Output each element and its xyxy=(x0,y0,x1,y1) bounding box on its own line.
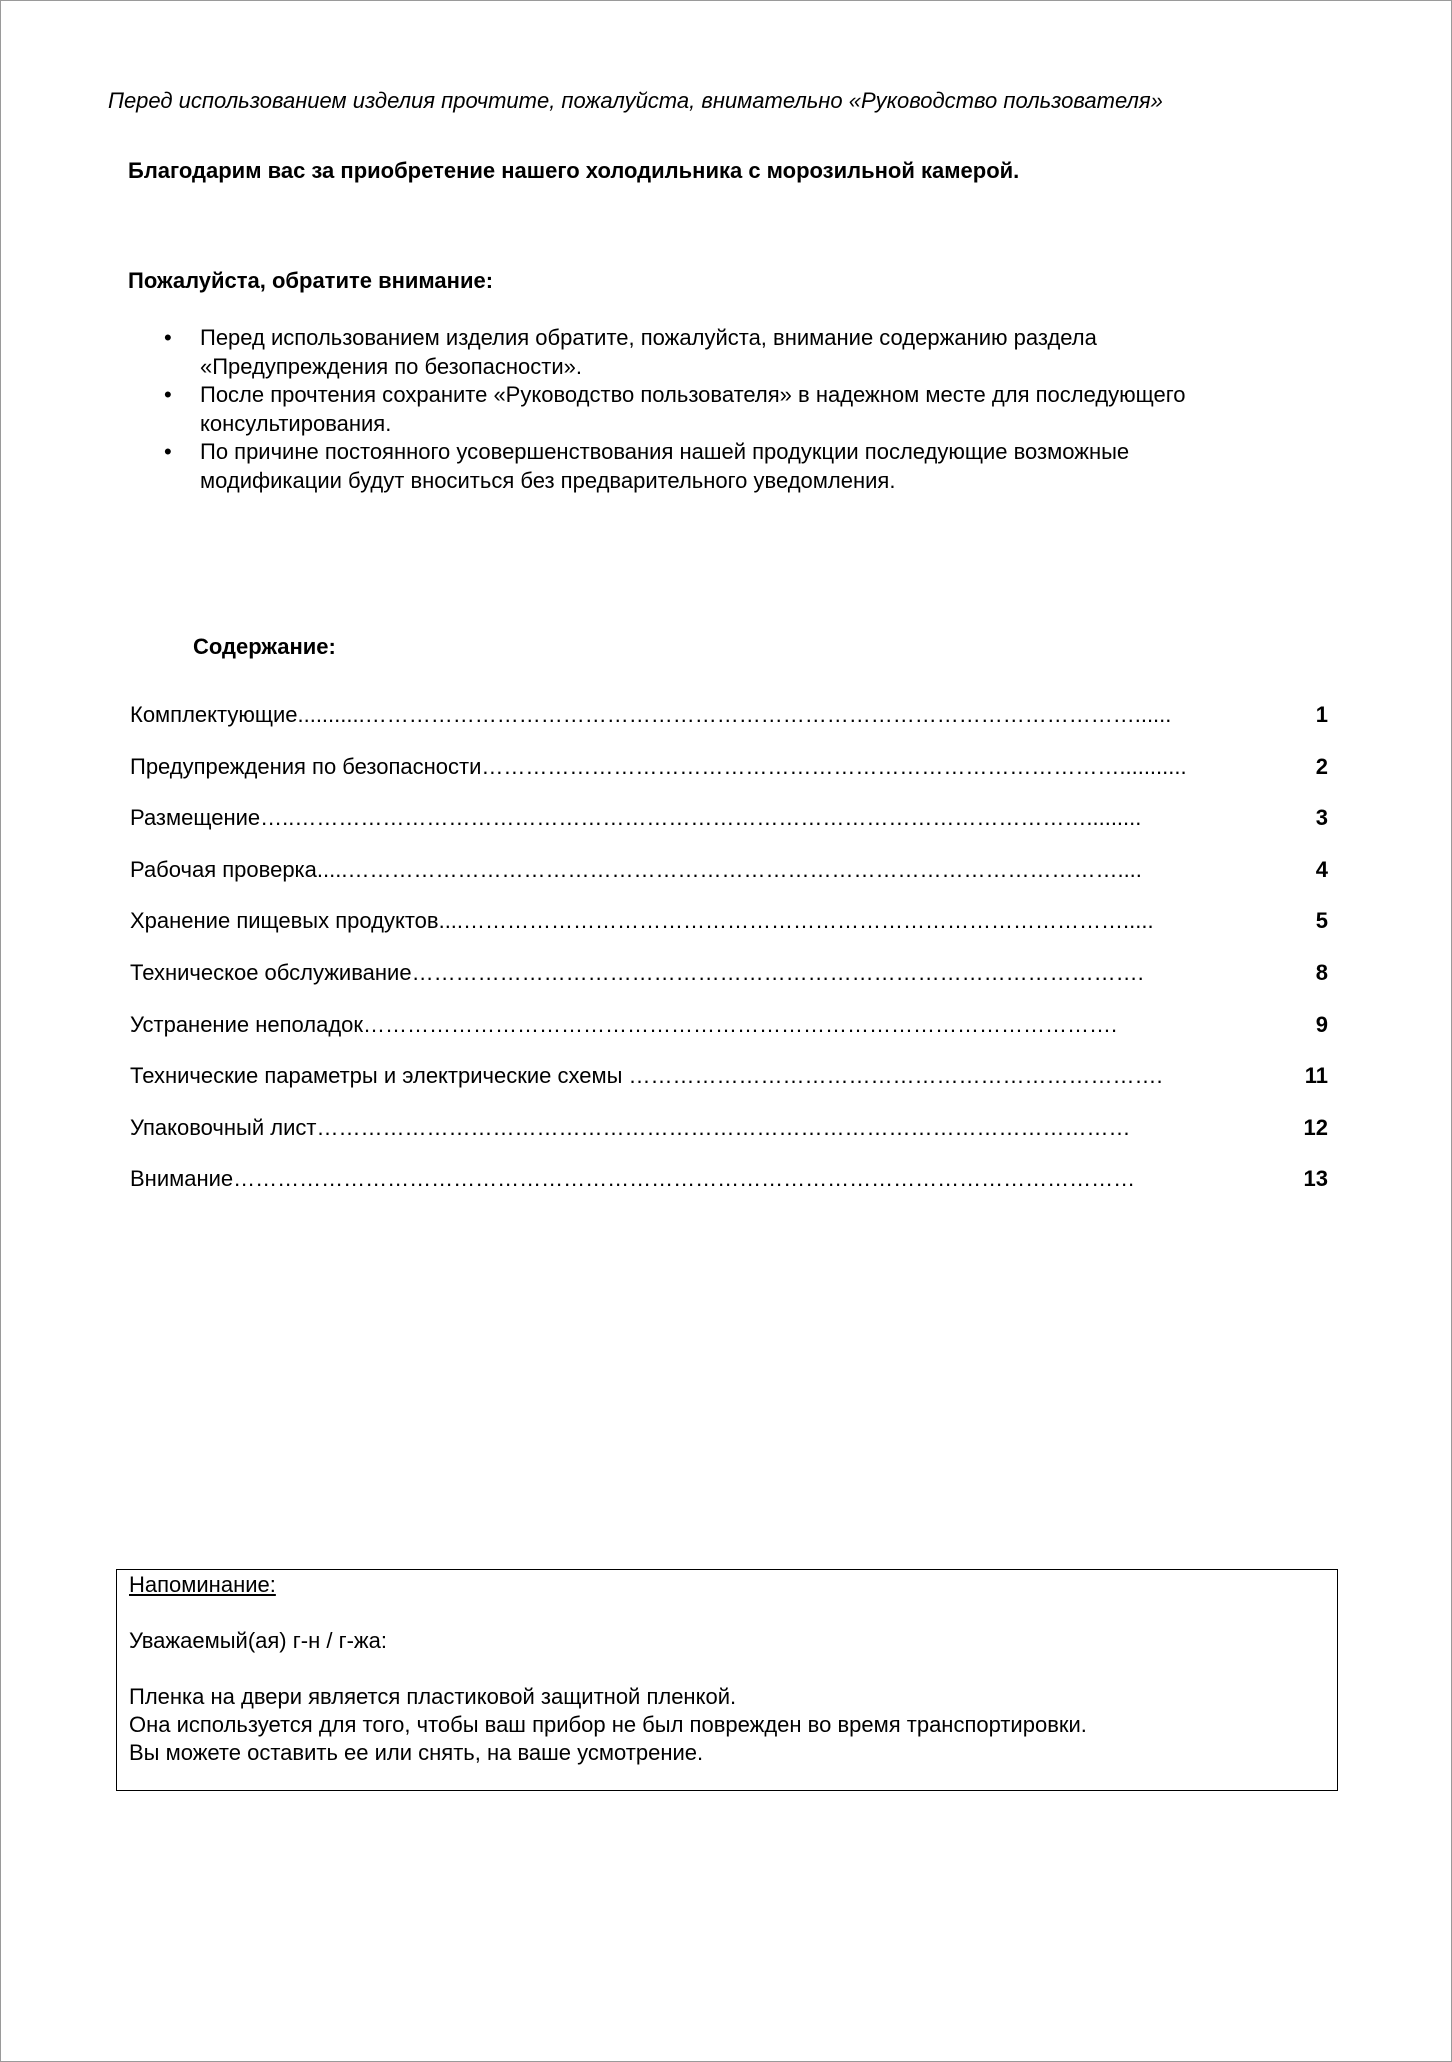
reminder-line: Пленка на двери является пластиковой защитной пленкой. xyxy=(129,1684,737,1709)
list-item xyxy=(164,438,1330,495)
toc-entry-page: 3 xyxy=(1315,805,1328,831)
list-item-line: модификации будут вноситься без предварительного уведомления. xyxy=(200,467,896,493)
bullet-icon: • xyxy=(164,382,172,407)
attention-list xyxy=(164,324,1330,495)
reminder-title: Напоминание: xyxy=(129,1572,276,1597)
toc-entry-title: Устранение неполадок…………………………………………………………………………………………. xyxy=(130,1011,1118,1037)
toc-entry-title: Упаковочный лист………………………………………………………………………………………………… xyxy=(130,1114,1131,1140)
bullet-icon: • xyxy=(164,439,172,464)
toc-entry[interactable] xyxy=(130,1061,1328,1113)
toc-entry-title: Хранение пищевых продуктов....………………………………………………………………………………..... xyxy=(130,908,1154,934)
toc-entry-title: Техническое обслуживание………………………………………………………………………………………. xyxy=(130,959,1144,985)
attention-title: Пожалуйста, обратите внимание: xyxy=(128,268,494,293)
list-item-line: «Предупреждения по безопасности». xyxy=(200,353,582,379)
reminder-line: Вы можете оставить ее или снять, на ваше усмотрение. xyxy=(129,1740,704,1765)
toc-entry[interactable] xyxy=(130,906,1328,958)
list-item-line: После прочтения сохраните «Руководство пользователя» в надежном месте для последующего xyxy=(200,382,1186,407)
toc-entry-title: Предупреждения по безопасности……………………………………………………………………………........... xyxy=(130,753,1187,779)
toc-entry-page: 8 xyxy=(1315,959,1328,985)
toc-entry[interactable] xyxy=(130,855,1328,907)
toc-entry-page: 1 xyxy=(1315,702,1328,727)
toc-entry-page: 11 xyxy=(1304,1063,1328,1089)
toc-entry[interactable] xyxy=(130,700,1328,752)
list-item-line: По причине постоянного усовершенствования нашей продукции последующие возможные xyxy=(200,439,1130,464)
reminder-box xyxy=(116,1569,1338,1791)
intro-note: Перед использованием изделия прочтите, пожалуйста, внимательно «Руководство пользователя» xyxy=(108,88,1163,113)
reminder-greeting: Уважаемый(ая) г-н / г-жа: xyxy=(129,1628,387,1653)
toc-entry-title: Технические параметры и электрические схемы ………………………………………………………………. xyxy=(130,1063,1163,1089)
toc-entry[interactable] xyxy=(130,1164,1328,1216)
list-item xyxy=(164,381,1330,438)
toc-entry-title: Внимание…………………………………………………………………………………………………………… xyxy=(130,1166,1136,1192)
table-of-contents xyxy=(130,700,1328,1216)
toc-entry-page: 9 xyxy=(1315,1011,1328,1037)
toc-entry-page: 13 xyxy=(1303,1166,1328,1192)
bullet-icon: • xyxy=(164,325,172,350)
toc-entry-page: 2 xyxy=(1315,753,1328,779)
list-item xyxy=(164,324,1330,381)
toc-entry-page: 12 xyxy=(1303,1114,1328,1140)
toc-entry-title: Комплектующие...........……………………………………………………………………………………………...... xyxy=(130,702,1172,727)
toc-entry[interactable] xyxy=(130,1010,1328,1062)
toc-entry[interactable] xyxy=(130,752,1328,804)
reminder-body xyxy=(129,1683,1087,1767)
thanks-heading: Благодарим вас за приобретение нашего холодильника с морозильной камерой. xyxy=(128,158,1020,183)
toc-entry-page: 4 xyxy=(1315,856,1328,882)
toc-entry[interactable] xyxy=(130,958,1328,1010)
toc-entry[interactable] xyxy=(130,803,1328,855)
toc-entry-title: Размещение…..………………………………………………………………………………………………......... xyxy=(130,805,1142,831)
toc-entry-page: 5 xyxy=(1315,908,1328,934)
list-item-line: консультирования. xyxy=(200,410,392,436)
toc-entry[interactable] xyxy=(130,1113,1328,1165)
toc-entry-title: Рабочая проверка.....…………………………………………………………………………………………….... xyxy=(130,856,1142,882)
toc-title: Содержание: xyxy=(193,634,336,659)
reminder-line: Она используется для того, чтобы ваш прибор не был поврежден во время транспортировки. xyxy=(129,1712,1087,1737)
list-item-line: Перед использованием изделия обратите, пожалуйста, внимание содержанию раздела xyxy=(200,325,1097,350)
